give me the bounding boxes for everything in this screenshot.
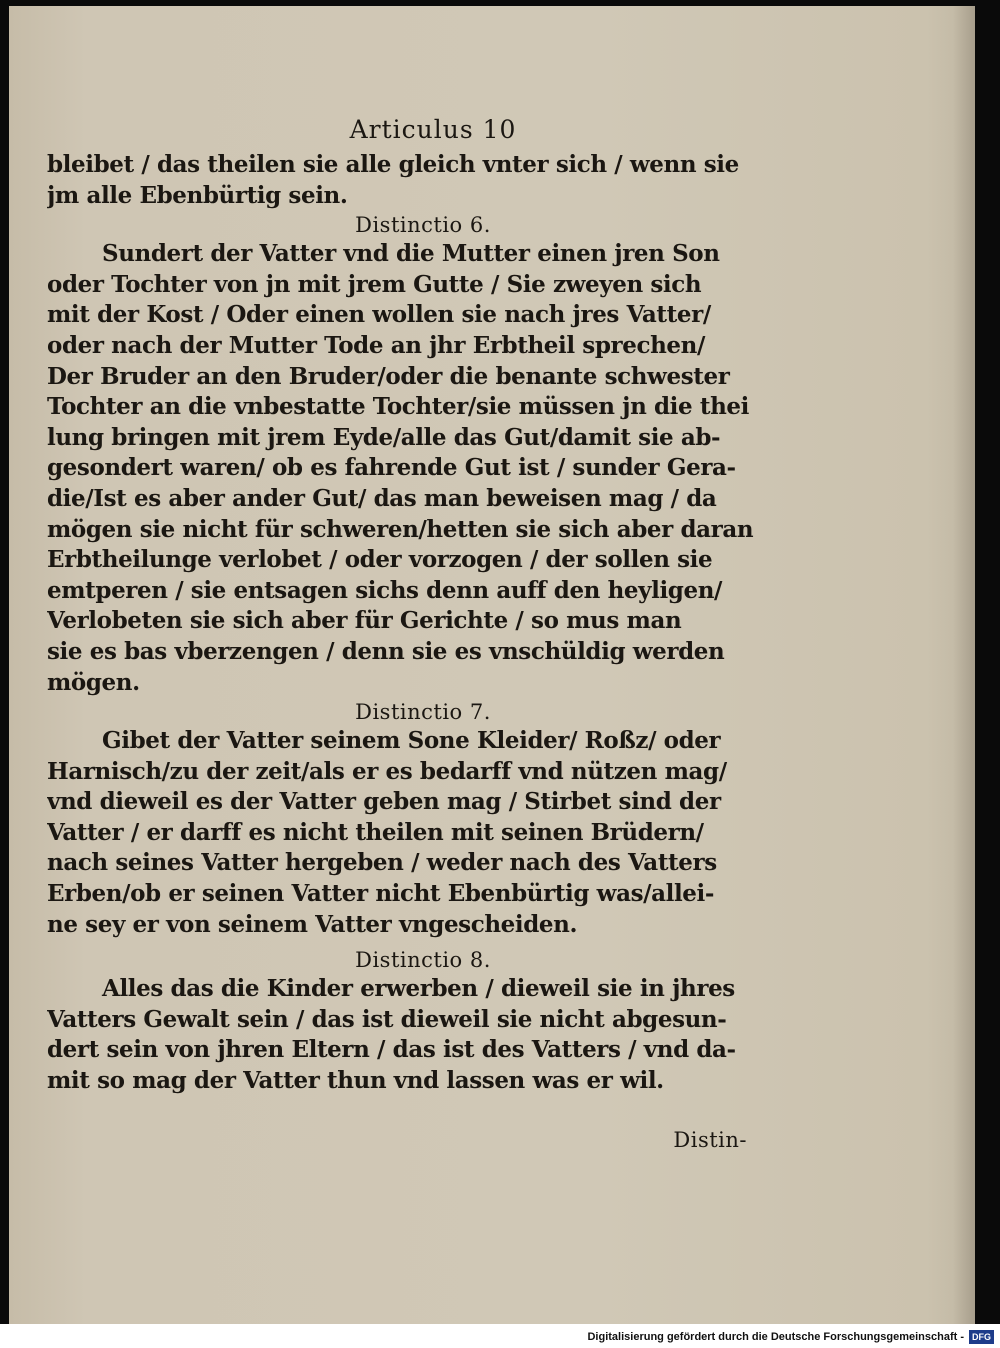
scanned-page [9,6,975,1324]
text-line: Gibet der Vatter seinem Sone Kleider/ Roßz/ oder [102,727,721,755]
text-line: oder nach der Mutter Tode an jhr Erbtheil sprechen/ [47,331,705,359]
text-line: oder Tochter von jn mit jrem Gutte / Sie zweyen sich [47,270,702,298]
running-header: Articulus 10 [349,115,517,144]
dfg-logo-icon: DFG [969,1330,994,1344]
text-line: ne sey er von seinem Vatter vngescheiden. [47,910,578,938]
section-heading: Distinctio 8. [355,948,491,973]
footer-credit: Digitalisierung gefördert durch die Deutsche Forschungsgemeinschaft - [587,1331,964,1343]
text-line: Erben/ob er seinen Vatter nicht Ebenbürtig was/allei- [47,880,715,908]
text-line: emtperen / sie entsagen sichs denn auff den heyligen/ [47,576,723,604]
digitization-footer [0,1324,1000,1348]
page-edge-shadow [953,6,975,1324]
text-line: dert sein von jhren Eltern / das ist des Vatters / vnd da- [47,1036,736,1064]
text-line: mögen sie nicht für schweren/hetten sie sich aber daran [47,515,754,543]
text-line: mit so mag der Vatter thun vnd lassen was er wil. [47,1067,664,1095]
section-heading: Distinctio 6. [355,213,491,238]
text-line: lung bringen mit jrem Eyde/alle das Gut/damit sie ab- [47,423,721,451]
text-line: mögen. [47,668,140,696]
text-line: Der Bruder an den Bruder/oder die benante schwester [47,362,730,390]
catchword: Distin- [673,1128,747,1152]
text-line: Vatters Gewalt sein / das ist dieweil sie nicht abgesun- [47,1005,727,1033]
text-line: vnd dieweil es der Vatter geben mag / Stirbet sind der [47,788,721,816]
text-block [47,110,759,1097]
text-line: Sundert der Vatter vnd die Mutter einen jren Son [102,240,720,268]
text-line: gesondert waren/ ob es fahrende Gut ist / sunder Gera- [47,454,736,482]
text-line: Tochter an die vnbestatte Tochter/sie müssen jn die thei [47,393,749,421]
text-line: die/Ist es aber ander Gut/ das man beweisen mag / da [47,484,717,512]
text-line: Alles das die Kinder erwerben / dieweil sie in jhres [102,975,735,1003]
text-line: sie es bas vberzengen / denn sie es vnschüldig werden [47,637,725,665]
text-line: mit der Kost / Oder einen wollen sie nach jres Vatter/ [47,301,711,329]
text-line: Verlobeten sie sich aber für Gerichte / so mus man [47,607,682,635]
text-line: Vatter / er darff es nicht theilen mit seinen Brüdern/ [47,818,704,846]
text-line: jm alle Ebenbürtig sein. [47,181,348,209]
text-line: bleibet / das theilen sie alle gleich vnter sich / wenn sie [47,151,739,178]
text-line: nach seines Vatter hergeben / weder nach des Vatters [47,849,717,877]
text-line: Erbtheilunge verlobet / oder vorzogen / der sollen sie [47,546,713,574]
text-line: Harnisch/zu der zeit/als er es bedarff vnd nützen mag/ [47,757,727,785]
section-heading: Distinctio 7. [355,700,491,725]
